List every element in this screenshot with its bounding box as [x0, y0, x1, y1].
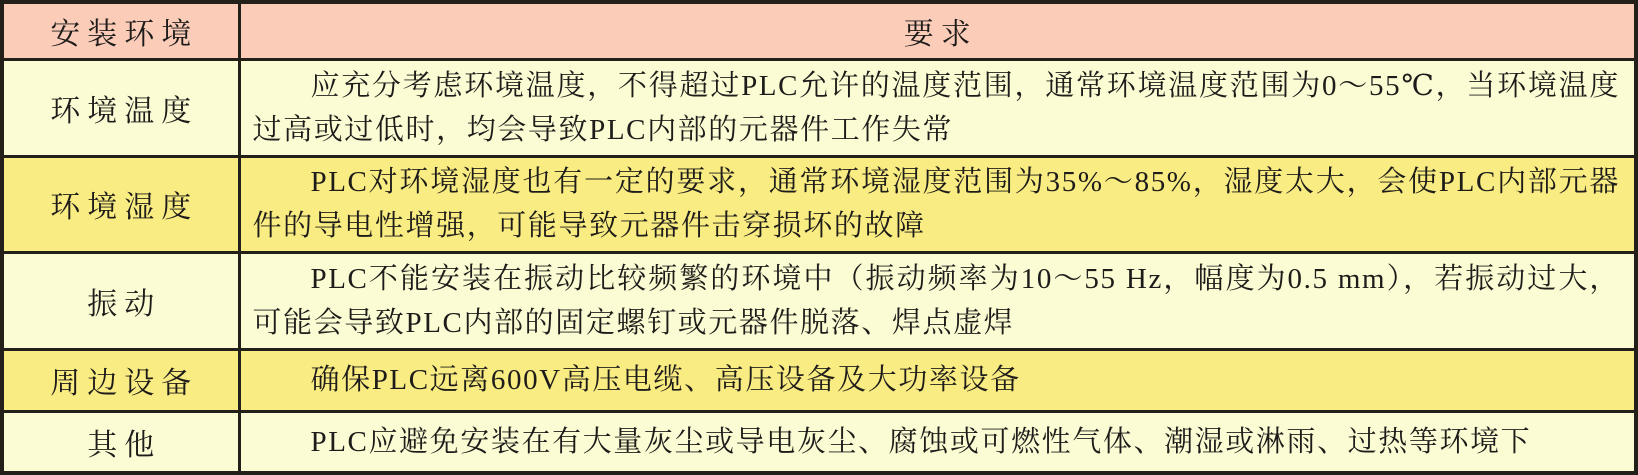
row-label-peripheral-equipment: 周边设备	[2, 349, 239, 411]
row-requirement-cell	[239, 156, 1636, 252]
requirement-text-vibration: PLC不能安装在振动比较频繁的环境中（振动频率为10～55 Hz，幅度为0.5 mm），若振动过大，可能会导致PLC内部的固定螺钉或元器件脱落、焊点虚焊	[252, 262, 1620, 339]
table-row-humidity	[2, 156, 1636, 252]
row-requirement-cell	[239, 411, 1636, 473]
row-label-vibration: 振动	[2, 253, 239, 349]
header-cell-environment: 安装环境	[2, 2, 239, 60]
requirement-text-other: PLC应避免安装在有大量灰尘或导电灰尘、腐蚀或可燃性气体、潮湿或淋雨、过热等环境下	[310, 425, 1532, 458]
table-row-vibration	[2, 253, 1636, 349]
row-requirement-cell	[239, 60, 1636, 156]
requirement-text-temperature: 应充分考虑环境温度，不得超过PLC允许的温度范围，通常环境温度范围为0～55℃，当环境温度过高或过低时，均会导致PLC内部的元器件工作失常	[252, 70, 1620, 147]
table-row-other	[2, 411, 1636, 473]
row-label-temperature: 环境温度	[2, 60, 239, 156]
row-requirement-cell	[239, 253, 1636, 349]
table-row-temperature	[2, 60, 1636, 156]
row-label-humidity: 环境湿度	[2, 156, 239, 252]
table-header-row	[2, 2, 1636, 60]
row-label-other: 其他	[2, 411, 239, 473]
requirement-text-peripheral-equipment: 确保PLC远离600V高压电缆、高压设备及大功率设备	[310, 364, 1021, 397]
row-requirement-cell	[239, 349, 1636, 411]
header-cell-requirement: 要求	[239, 2, 1636, 60]
table-row-peripheral-equipment	[2, 349, 1636, 411]
requirement-text-humidity: PLC对环境湿度也有一定的要求，通常环境湿度范围为35%～85%，湿度太大，会使PLC内部元器件的导电性增强，可能导致元器件击穿损坏的故障	[252, 166, 1620, 243]
